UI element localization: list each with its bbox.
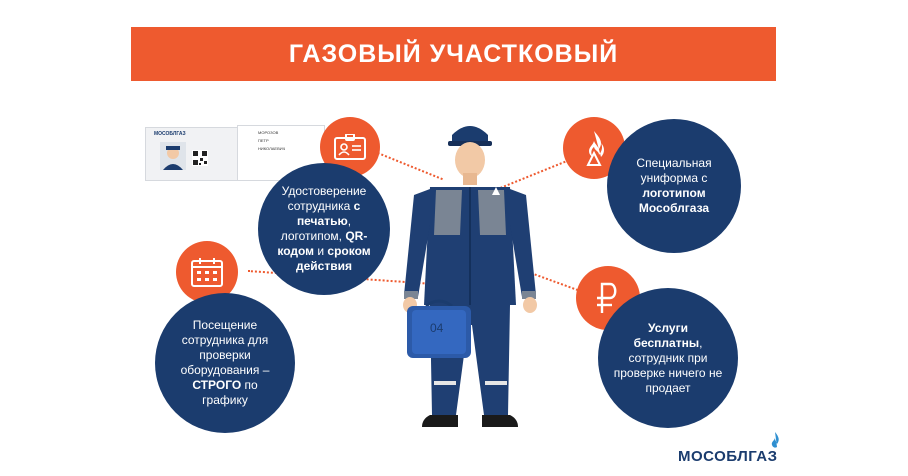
free-info-text: Услуги бесплатны, сотрудник при проверке ничего не продает	[613, 320, 723, 395]
gas-worker-illustration	[390, 115, 550, 445]
uniform-info-circle	[607, 119, 741, 253]
card-patronymic: НИКОЛАЕВИЧ	[258, 146, 286, 151]
id-card-info-circle	[258, 163, 390, 295]
calendar-icon	[191, 257, 223, 287]
card-org: МОСОБЛГАЗ	[154, 131, 186, 137]
visit-info-text: Посещение сотрудника для проверки оборудования – СТРОГО по графику	[180, 318, 270, 407]
case-label: 04	[430, 321, 444, 335]
id-card-info-text: Удостоверение сотрудника с печатью, логотипом, QR-кодом и сроком действия	[277, 184, 371, 273]
page-title: ГАЗОВЫЙ УЧАСТКОВЫЙ	[288, 39, 619, 68]
brand-logo	[678, 431, 782, 465]
qr-code-icon	[192, 150, 208, 166]
title-banner	[131, 27, 776, 81]
id-card-icon	[334, 134, 366, 160]
card-surname: МОРОЗОВ	[258, 130, 279, 135]
visit-info-circle	[155, 293, 295, 433]
card-name: ПЕТР	[258, 138, 269, 143]
card-photo	[160, 142, 186, 170]
gas-flame-logo-icon	[768, 431, 782, 451]
free-info-circle	[598, 288, 738, 428]
uniform-info-text: Специальная униформа с логотипом Мособлгаза	[636, 156, 712, 215]
gas-flame-icon	[579, 129, 609, 167]
brand-logo-text: МОСОБЛГАЗ	[678, 448, 778, 465]
tool-case-icon	[404, 298, 474, 360]
